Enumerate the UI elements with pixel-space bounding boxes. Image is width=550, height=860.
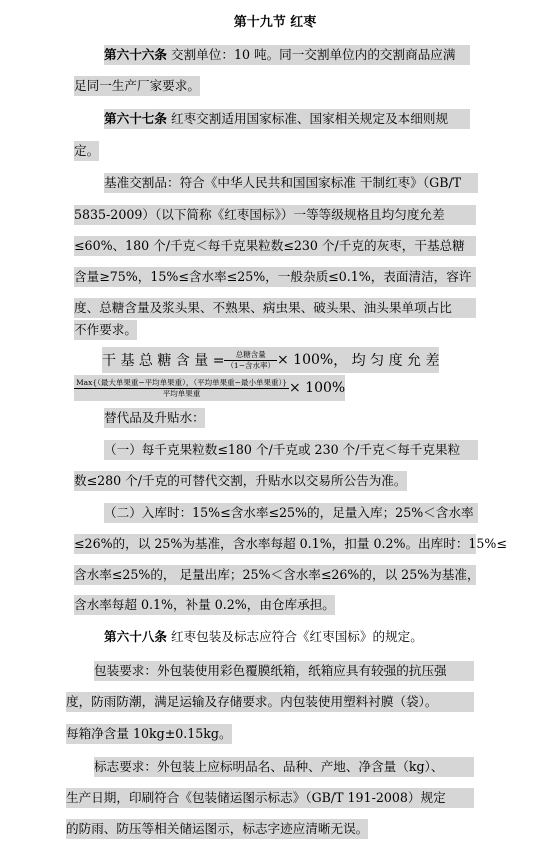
base-line-6: 不作要求。 — [74, 320, 137, 340]
sub-p1-line-2: 数≤280 个/千克的可替代交割，升贴水以交易所公告为准。 — [74, 471, 407, 491]
pack-line-3: 每箱净含量 10kg±0.15kg。 — [66, 724, 232, 744]
formula-times: × 100% — [277, 352, 334, 368]
base-line-5: 度、总糖含量及浆头果、不熟果、病虫果、破头果、油头果单项占比 — [74, 298, 476, 318]
article-66-heading: 第六十六条 — [104, 47, 167, 62]
article-68-line — [104, 627, 423, 647]
article-67-line-2: 定。 — [74, 141, 99, 161]
mark-line-2: 生产日期，印刷符合《包装储运图示标志》（GB/T 191-2008）规定 — [66, 788, 474, 808]
pack-line-2: 度，防雨防潮，满足运输及存储要求。内包装使用塑料衬膜（袋）。 — [66, 692, 474, 712]
sugar-denominator: （1−含水率） — [226, 360, 275, 370]
mark-line-3: 的防雨、防压等相关储运图示，标志字迹应清晰无误。 — [66, 819, 368, 839]
uniformity-denominator: 平均单果重 — [162, 388, 201, 398]
formula-times-2: × 100% — [289, 380, 346, 396]
article-67-heading: 第六十七条 — [104, 111, 167, 126]
formula-line-2 — [74, 375, 345, 401]
sugar-fraction — [224, 350, 277, 371]
substitutes-heading: 替代品及升贴水： — [104, 408, 205, 428]
base-line-1: 基准交割品：符合《中华人民共和国国家标准 干制红枣》（GB/T — [104, 173, 478, 193]
pack-line-1: 包装要求：外包装使用彩色覆膜纸箱，纸箱应具有较强的抗压强 — [94, 661, 474, 681]
formula-separator: ， 均 匀 度 允 差 — [333, 353, 440, 369]
sub-p2-line-4: 含水率每超 0.1%，补量 0.2%，由仓库承担。 — [74, 595, 335, 615]
uniformity-fraction — [74, 378, 289, 399]
base-line-4: 含量≥75%，15%≤含水率≤25%，一般杂质≤0.1%，表面清洁，容许 — [74, 267, 476, 287]
article-66-line-2: 足同一生产厂家要求。 — [74, 76, 200, 96]
base-line-3: ≤60%、180 个/千克＜每千克果粒数≤230 个/千克的灰枣，干基总糖 — [74, 236, 476, 256]
uniformity-numerator: Max{（最大单果重−平均单果重），（平均单果重−最小单果重）} — [76, 377, 287, 387]
sub-p2-line-3: 含水率≤25%的， 足量出库；25%＜含水率≤26%的，以 25%为基准， — [74, 565, 476, 585]
article-67-line-1 — [104, 109, 470, 129]
sub-p2-line-1: （二）入库时：15%≤含水率≤25%的，足量入库；25%＜含水率 — [104, 503, 478, 523]
section-title: 第十九节 红枣 — [233, 15, 317, 30]
mark-line-1: 标志要求：外包装上应标明品名、品种、产地、净含量（kg）、 — [94, 757, 474, 777]
base-line-2: 5835-2009）（以下简称《红枣国标》）一等等级规格且均匀度允差 — [74, 205, 476, 225]
article-67-text: 红枣交割适用国家标准、国家相关规定及本细则规 — [166, 111, 449, 126]
formula-line-1 — [102, 347, 439, 373]
sub-p2-line-2: ≤26%的，以 25%为基准，含水率每超 0.1%，扣量 0.2%。出库时：15%≤ — [74, 534, 476, 554]
sub-p1-line-1: （一）每千克果粒数≤180 个/千克或 230 个/千克＜每千克果粒 — [104, 440, 478, 460]
article-66-text: 交割单位：10 吨。同一交割单位内的交割商品应满 — [166, 47, 456, 62]
article-68-heading: 第六十八条 — [104, 629, 167, 644]
sugar-numerator: 总糖含量 — [235, 349, 266, 359]
article-68-text: 红枣包装及标志应符合《红枣国标》的规定。 — [166, 629, 423, 644]
formula-lhs: 干 基 总 糖 含 量 = — [102, 353, 225, 369]
article-66-line-1 — [104, 45, 470, 65]
